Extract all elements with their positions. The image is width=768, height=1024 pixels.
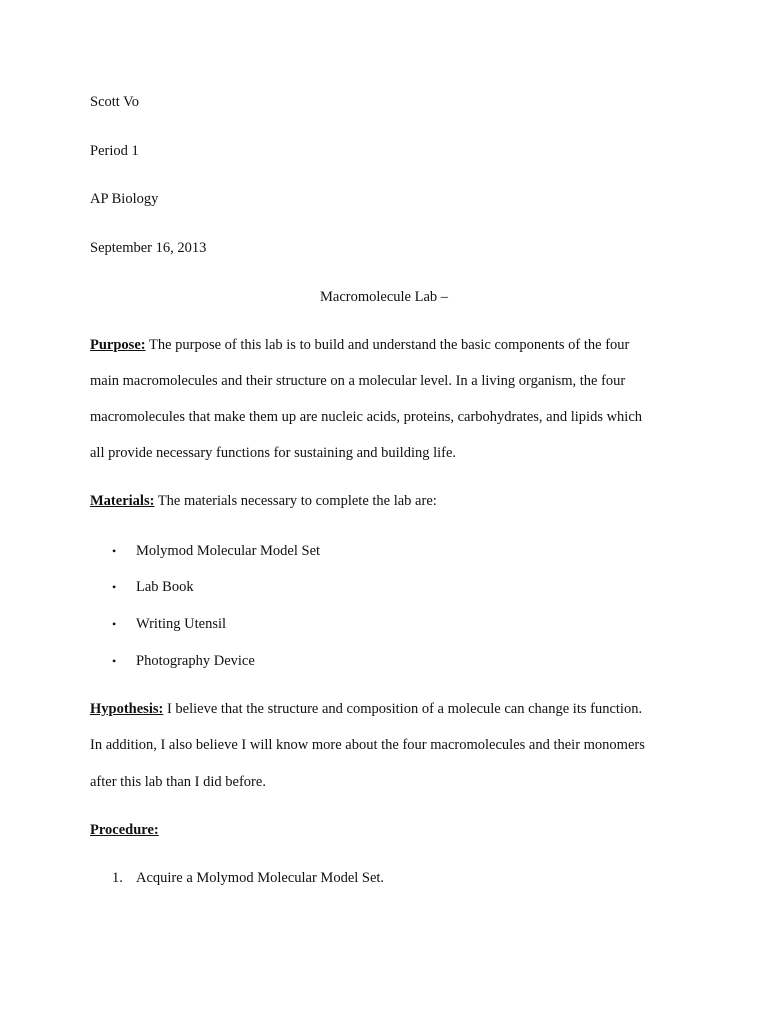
purpose-text-2: main macromolecules and their structure on a molecular level. In a living organism, the four xyxy=(90,373,626,389)
hypothesis-line-1 xyxy=(90,700,690,718)
procedure-heading xyxy=(90,821,690,839)
purpose-text-3: macromolecules that make them up are nucleic acids, proteins, carbohydrates, and lipids which xyxy=(90,409,643,425)
procedure-label: Procedure: xyxy=(90,822,159,838)
bullet-icon: • xyxy=(112,617,117,631)
purpose-text-4: all provide necessary functions for sustaining and building life. xyxy=(90,445,457,461)
class-period: Period 1 xyxy=(90,143,139,159)
step-number: 1. xyxy=(112,870,123,886)
student-name: Scott Vo xyxy=(90,94,140,110)
hypothesis-text-1: I believe that the structure and composition of a molecule can change its function. xyxy=(163,701,643,717)
document-title: Macromolecule Lab – xyxy=(319,289,449,305)
hypothesis-text-3: after this lab than I did before. xyxy=(90,774,266,790)
materials-label: Materials: xyxy=(90,493,155,509)
material-item: Photography Device xyxy=(136,653,255,669)
step-text: Acquire a Molymod Molecular Model Set. xyxy=(136,870,385,886)
material-item: Lab Book xyxy=(136,579,194,595)
material-item: Writing Utensil xyxy=(136,616,227,632)
materials-intro: The materials necessary to complete the lab are: xyxy=(154,493,437,509)
purpose-label: Purpose: xyxy=(90,337,146,353)
materials-line xyxy=(90,492,690,510)
material-item: Molymod Molecular Model Set xyxy=(136,543,321,559)
course-name: AP Biology xyxy=(90,191,159,207)
bullet-icon: • xyxy=(112,654,117,668)
purpose-line-1 xyxy=(90,336,690,354)
hypothesis-text-2: In addition, I also believe I will know more about the four macromolecules and their monomers xyxy=(90,737,645,753)
bullet-icon: • xyxy=(112,544,117,558)
hypothesis-label: Hypothesis: xyxy=(90,701,164,717)
document-date: September 16, 2013 xyxy=(90,240,207,256)
bullet-icon: • xyxy=(112,580,117,594)
purpose-text-1: The purpose of this lab is to build and understand the basic components of the four xyxy=(145,337,630,353)
